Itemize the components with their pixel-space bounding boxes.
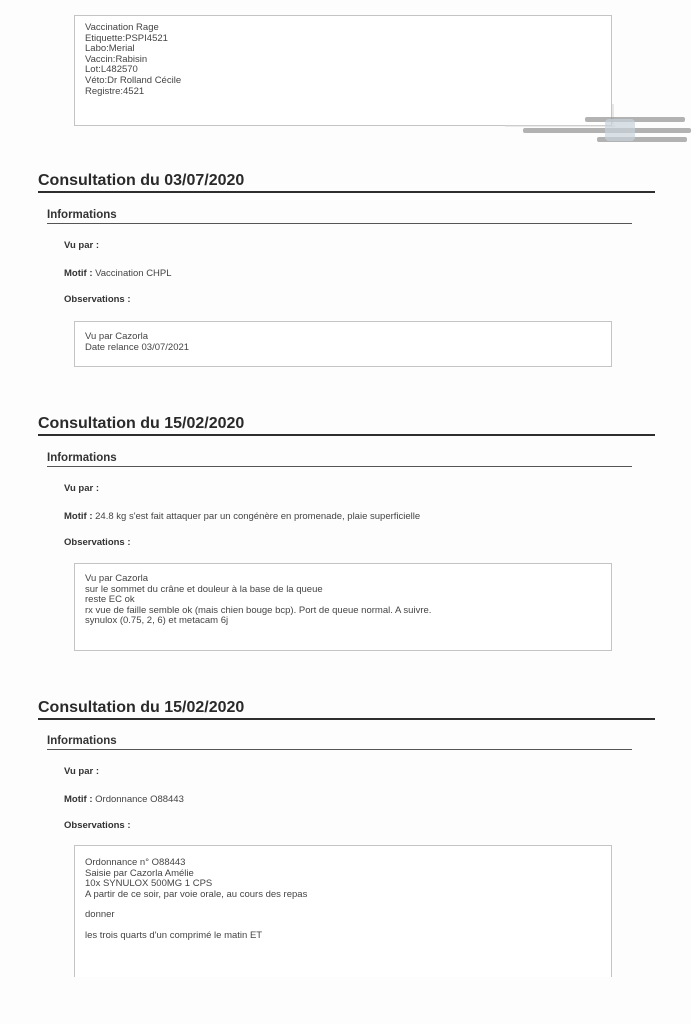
observation-line: les trois quarts d'un comprimé le matin ET (85, 929, 263, 941)
observations-label: Observations : (64, 537, 131, 548)
observation-line: synulox (0.75, 2, 6) et metacam 6j (85, 615, 229, 627)
observation-line: donner (85, 909, 115, 921)
observations-label: Observations : (64, 294, 131, 305)
motif-field (64, 794, 184, 805)
consultation-title: Consultation du 15/02/2020 (38, 699, 655, 720)
observation-line: reste EC ok (85, 594, 135, 606)
observation-line: rx vue de faille semble ok (mais chien bouge bcp). Port de queue normal. A suivre. (85, 604, 432, 616)
vaccination-line: Etiquette:PSPI4521 (85, 32, 168, 44)
vaccination-line: Véto:Dr Rolland Cécile (85, 74, 182, 86)
informations-heading: Informations (47, 451, 632, 467)
vaccination-line: Vaccination Rage (85, 22, 159, 33)
observation-line: sur le sommet du crâne et douleur à la base de la queue (85, 583, 323, 595)
vu-par-label: Vu par : (64, 240, 100, 251)
informations-heading: Informations (47, 734, 632, 750)
vu-par-label: Vu par : (64, 766, 100, 777)
consultation-title: Consultation du 15/02/2020 (38, 415, 655, 436)
observation-line: 10x SYNULOX 500MG 1 CPS (85, 878, 213, 890)
informations-heading: Informations (47, 208, 632, 224)
vu-par-field (64, 483, 99, 494)
motif-label: Motif : (64, 511, 93, 522)
observations-field (64, 294, 131, 305)
observation-line: Ordonnance n° O88443 (85, 857, 186, 868)
vu-par-field (64, 766, 99, 777)
observations-box (74, 321, 612, 367)
observations-box (74, 845, 612, 977)
vu-par-field (64, 240, 99, 251)
motif-label: Motif : (64, 268, 93, 279)
observation-line: Saisie par Cazorla Amélie (85, 867, 194, 879)
blank-line (85, 900, 601, 910)
vaccination-line: Registre:4521 (85, 85, 145, 97)
observations-label: Observations : (64, 820, 131, 831)
motif-field (64, 268, 172, 279)
observations-field (64, 537, 131, 548)
observation-line: A partir de ce soir, par voie orale, au cours des repas (85, 888, 308, 900)
clinic-stamp-icon (505, 104, 691, 156)
vaccination-line: Lot:L482570 (85, 64, 138, 76)
vu-par-label: Vu par : (64, 483, 100, 494)
observation-line: Date relance 03/07/2021 (85, 341, 190, 353)
motif-field (64, 511, 420, 522)
observation-line: Vu par Cazorla (85, 573, 149, 584)
motif-label: Motif : (64, 794, 93, 805)
consultation-title: Consultation du 03/07/2020 (38, 172, 655, 193)
vaccination-line: Vaccin:Rabisin (85, 53, 148, 65)
observation-line: Vu par Cazorla (85, 331, 149, 342)
observations-field (64, 820, 131, 831)
motif-value: Ordonnance O88443 (95, 794, 184, 805)
observations-box (74, 563, 612, 651)
vaccination-line: Labo:Merial (85, 43, 135, 55)
motif-value: 24.8 kg s'est fait attaquer par un congénère en promenade, plaie superficielle (95, 511, 421, 522)
motif-value: Vaccination CHPL (95, 268, 172, 279)
